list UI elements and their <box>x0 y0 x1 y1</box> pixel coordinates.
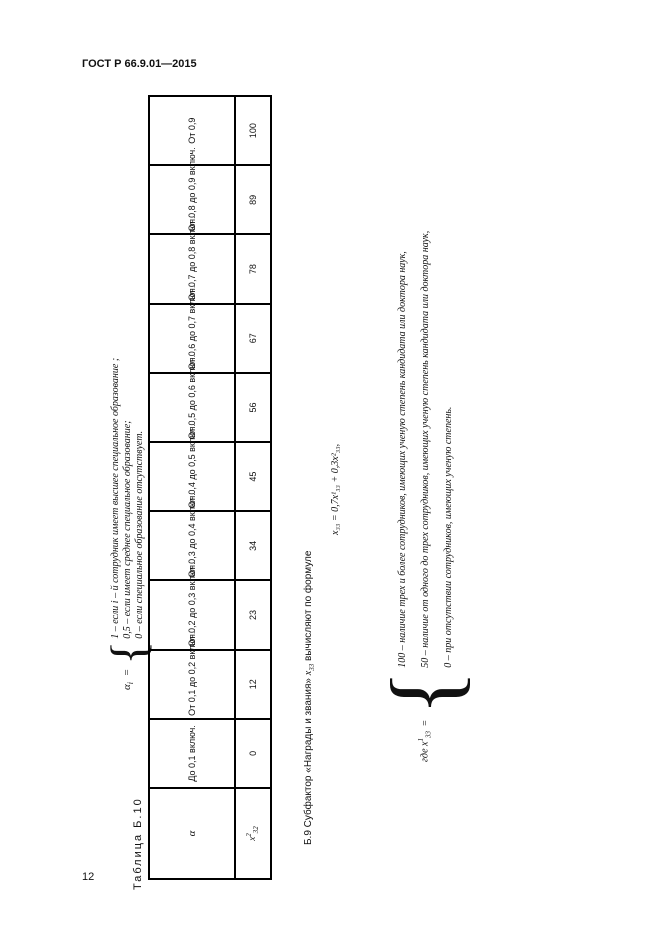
table-cell: 67 <box>235 304 271 373</box>
table-cell: 23 <box>235 580 271 649</box>
table-cell: α <box>149 788 235 879</box>
table-cell: От 0,1 до 0,2 включ. <box>149 650 235 719</box>
alpha-definition <box>100 357 156 690</box>
where-case-1: 100 – наличие трех и более сотрудников, имеющих ученую степень кандидата или доктора наук, <box>396 251 408 668</box>
alpha-case-3: 0 – если специальное образование отсутствует. <box>134 430 145 639</box>
table-cell: 34 <box>235 511 271 580</box>
table-cell: 78 <box>235 235 271 304</box>
table-row-values <box>235 96 271 879</box>
table-caption: Таблица Б.10 <box>132 797 144 890</box>
table-cell: От 0,5 до 0,6 включ. <box>149 373 235 442</box>
table-cell: 89 <box>235 165 271 234</box>
left-brace: { <box>371 669 478 716</box>
table-cell: От 0,3 до 0,4 включ. <box>149 511 235 580</box>
table-cell: 12 <box>235 650 271 719</box>
alpha-case-1: 1 – если i – й сотрудник имеет высшее специальное образование ; <box>110 357 121 639</box>
where-case-3: 0 – при отсутствии сотрудников, имеющих ученую степень. <box>442 406 454 668</box>
left-brace: { <box>100 640 156 665</box>
page-number: 12 <box>82 871 95 883</box>
table-cell: 100 <box>235 96 271 165</box>
alpha-lhs: $\alpha_i$ = <box>120 668 136 690</box>
table-cell: От 0,9 <box>149 96 235 165</box>
section-b9-intro: Б.9 Субфактор «Награды и звания» $x_{33}$ вычисляют по формуле <box>303 550 316 845</box>
table-cell-var: $x^2_{32}$ <box>235 788 271 879</box>
table-row-intervals <box>149 96 235 879</box>
table-cell: От 0,8 до 0,9 включ. <box>149 165 235 234</box>
table-cell: 0 <box>235 719 271 788</box>
table-cell: До 0,1 включ. <box>149 719 235 788</box>
where-block <box>371 230 478 762</box>
alpha-case-2: 0,5 – если имеет среднее специальное образование; <box>122 420 133 639</box>
table-cell: От 0,4 до 0,5 включ. <box>149 442 235 511</box>
formula-x33: x₃₃ = 0,7x¹₃₃ + 0,3x²₃₃, <box>330 443 341 535</box>
where-lhs: где $x^1_{33}$ = <box>417 719 433 762</box>
table-cell: 45 <box>235 442 271 511</box>
document-header: ГОСТ Р 66.9.01—2015 <box>82 58 197 70</box>
table-cell: От 0,2 до 0,3 включ. <box>149 580 235 649</box>
table-cell: От 0,7 до 0,8 включ. <box>149 235 235 304</box>
table-cell: 56 <box>235 373 271 442</box>
where-case-2: 50 – наличие от одного до трех сотрудников, имеющих ученую степень кандидата или доктора наук, <box>419 230 431 668</box>
table-cell: От 0,6 до 0,7 включ. <box>149 304 235 373</box>
